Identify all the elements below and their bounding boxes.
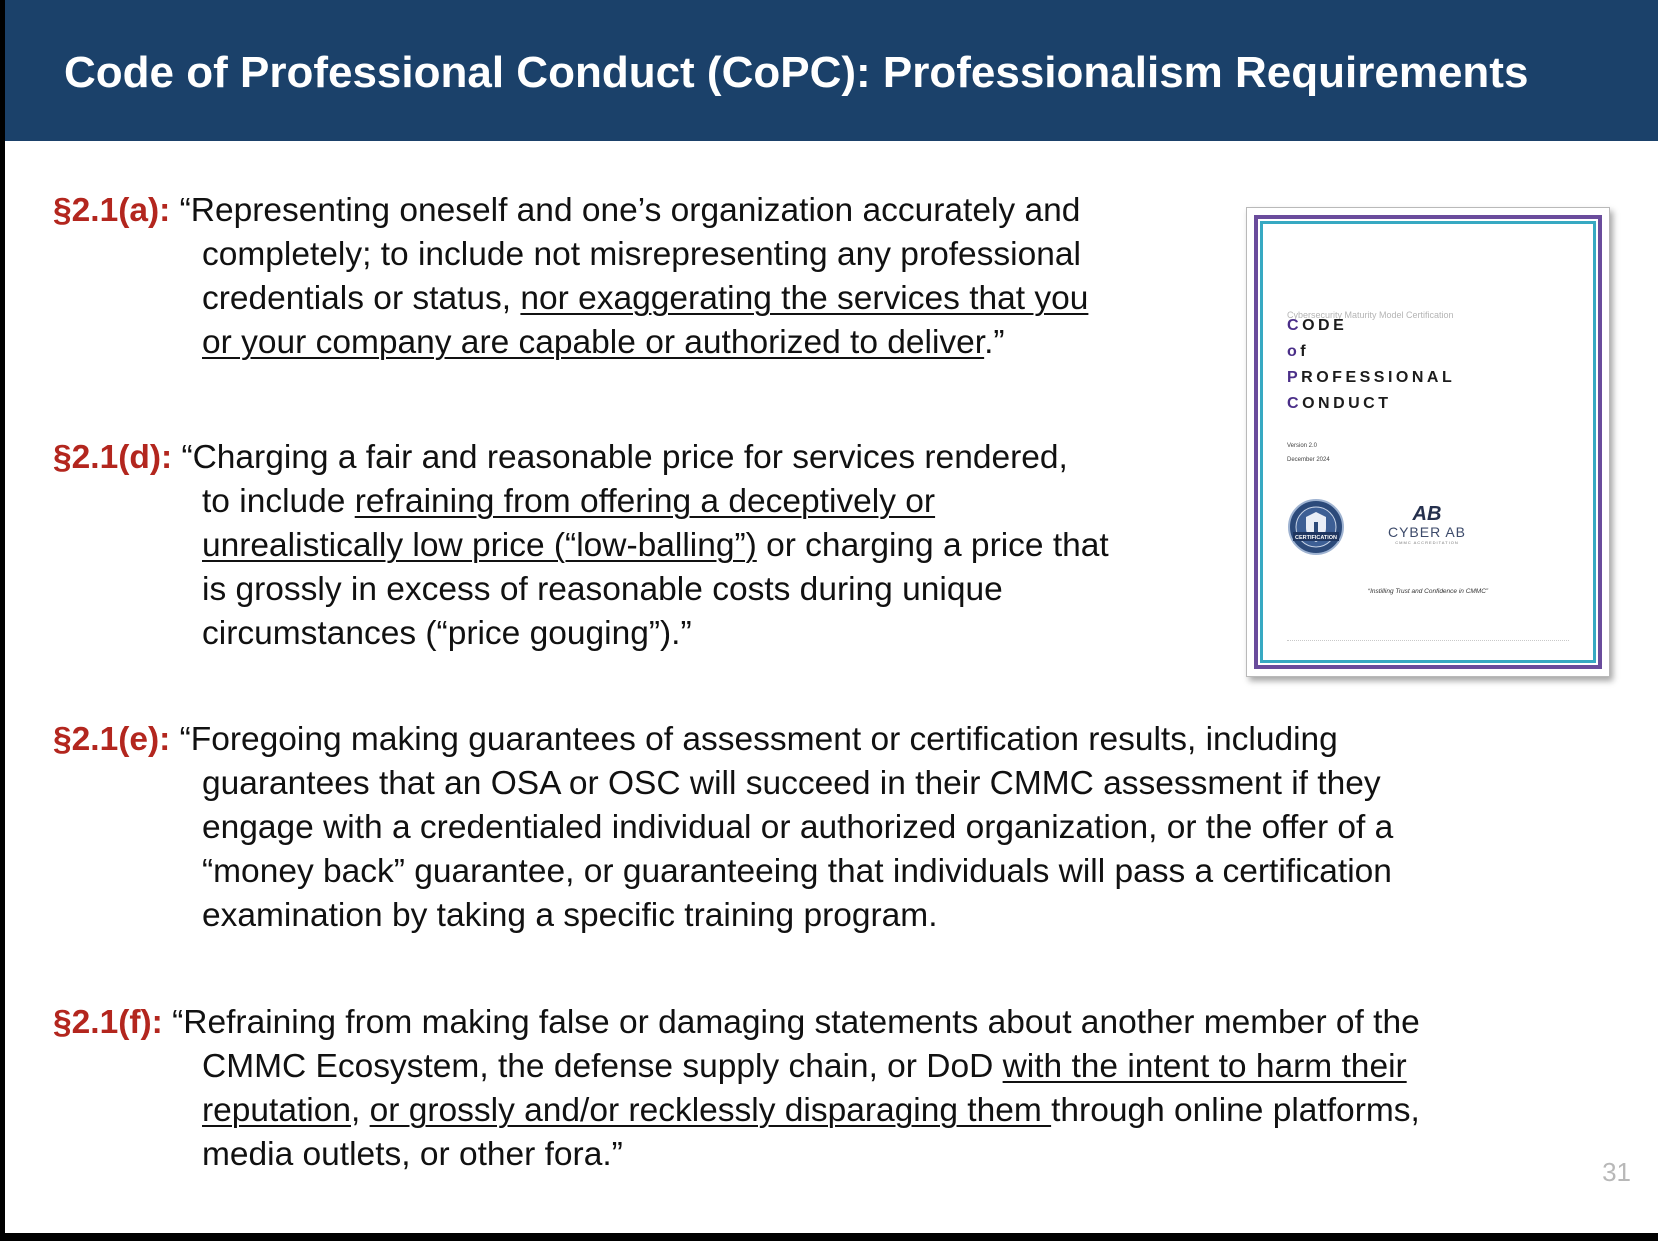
- clause-text: engage with a credentialed individual or authorized organization, or the offer of a: [202, 809, 1394, 846]
- slide-title: Code of Professional Conduct (CoPC): Professionalism Requirements: [64, 48, 1529, 97]
- cover-tagline: “Instilling Trust and Confidence in CMMC”: [1367, 588, 1489, 595]
- cover-word-rest: ONDUCT: [1302, 395, 1392, 412]
- clause-line: [53, 850, 1393, 894]
- cover-word-initial: P: [1287, 369, 1302, 386]
- clause-line: [53, 718, 1393, 762]
- underlined-text: or grossly and/or recklessly disparaging them: [369, 1092, 1052, 1129]
- clause-text: credentials or status,: [202, 280, 521, 317]
- underlined-text: unrealistically low price (“low-balling”): [202, 527, 757, 564]
- clause-2-1-a: [53, 189, 1088, 365]
- clause-text: “Charging a fair and reasonable price for services rendered,: [172, 439, 1068, 476]
- underlined-text: reputation: [202, 1092, 351, 1129]
- clause-text: .”: [984, 324, 1005, 361]
- seal-text: CERTIFICATION: [1294, 535, 1338, 541]
- clause-text: ,: [351, 1092, 370, 1129]
- clause-line: [53, 1089, 1420, 1133]
- page-number: 31: [1602, 1157, 1631, 1187]
- copc-cover-image: [1246, 207, 1610, 677]
- clause-line: [53, 233, 1088, 277]
- clause-line: [53, 894, 1393, 938]
- cover-word-initial: o: [1287, 343, 1301, 360]
- clause-line: [53, 1133, 1420, 1177]
- clause-line: [53, 1001, 1420, 1045]
- clause-text: “Refraining from making false or damaging statements about another member of the: [162, 1004, 1420, 1041]
- cover-date: December 2024: [1287, 457, 1330, 463]
- clause-line: [53, 568, 1109, 612]
- cyber-ab-mark: AB: [1412, 503, 1442, 525]
- cover-word-rest: ODE: [1302, 317, 1348, 334]
- cyber-ab-logo: [1381, 504, 1473, 550]
- clause-2-1-f: [53, 1001, 1420, 1177]
- cover-word-rest: ROFESSIONAL: [1301, 369, 1456, 386]
- cyber-ab-sub: CMMC ACCREDITATION: [1395, 540, 1459, 545]
- cover-title-word: [1287, 369, 1455, 387]
- cover-word-rest: f: [1300, 343, 1310, 360]
- title-bar: [5, 0, 1658, 141]
- slide: [5, 0, 1658, 1233]
- underlined-text: nor exaggerating the services that you: [520, 280, 1089, 317]
- cyber-ab-name: CYBER AB: [1387, 524, 1467, 540]
- clause-line: [53, 321, 1088, 365]
- cover-title-word: [1287, 395, 1392, 413]
- clause-text: to include: [202, 483, 355, 520]
- clause-label: §2.1(f):: [53, 1004, 163, 1041]
- cover-title-word: [1287, 317, 1347, 335]
- cover-eyebrow: Cybersecurity Maturity Model Certification: [1287, 310, 1454, 320]
- clause-text: through online platforms,: [1051, 1092, 1420, 1129]
- cover-border-inner: [1260, 221, 1596, 663]
- clause-text: “Foregoing making guarantees of assessment or certification results, including: [170, 721, 1338, 758]
- underlined-text: with the intent to harm their: [1002, 1048, 1407, 1085]
- underlined-text: or your company are capable or authorized to deliver: [202, 324, 985, 361]
- clause-text: guarantees that an OSA or OSC will succeed in their CMMC assessment if they: [202, 765, 1381, 802]
- clause-text: CMMC Ecosystem, the defense supply chain, or DoD: [202, 1048, 1003, 1085]
- clause-line: [53, 436, 1109, 480]
- clause-label: §2.1(a):: [53, 192, 171, 229]
- cover-word-initial: C: [1287, 317, 1303, 334]
- clause-text: is grossly in excess of reasonable costs during unique: [202, 571, 1003, 608]
- clause-line: [53, 1045, 1420, 1089]
- cmmc-seal-icon: [1287, 498, 1345, 556]
- clause-text: “Representing oneself and one’s organization accurately and: [170, 192, 1081, 229]
- clause-line: [53, 480, 1109, 524]
- underlined-text: refraining from offering a deceptively or: [354, 483, 936, 520]
- clause-line: [53, 277, 1088, 321]
- clause-line: [53, 612, 1109, 656]
- clause-2-1-d: [53, 436, 1109, 656]
- clause-text: media outlets, or other fora.”: [202, 1136, 623, 1173]
- clause-label: §2.1(e):: [53, 721, 171, 758]
- clause-text: examination by taking a specific training program.: [202, 897, 938, 934]
- cover-title-word: [1287, 343, 1309, 361]
- cover-footer-rule: [1287, 640, 1569, 642]
- clause-2-1-e: [53, 718, 1393, 938]
- clause-label: §2.1(d):: [53, 439, 173, 476]
- clause-line: [53, 806, 1393, 850]
- clause-text: circumstances (“price gouging”).”: [202, 615, 692, 652]
- cover-word-initial: C: [1287, 395, 1303, 412]
- cover-version: Version 2.0: [1287, 443, 1318, 449]
- clause-text: or charging a price that: [756, 527, 1109, 564]
- clause-line: [53, 189, 1088, 233]
- clause-line: [53, 524, 1109, 568]
- clause-text: “money back” guarantee, or guaranteeing that individuals will pass a certification: [202, 853, 1392, 890]
- clause-line: [53, 762, 1393, 806]
- clause-text: completely; to include not misrepresenting any professional: [202, 236, 1081, 273]
